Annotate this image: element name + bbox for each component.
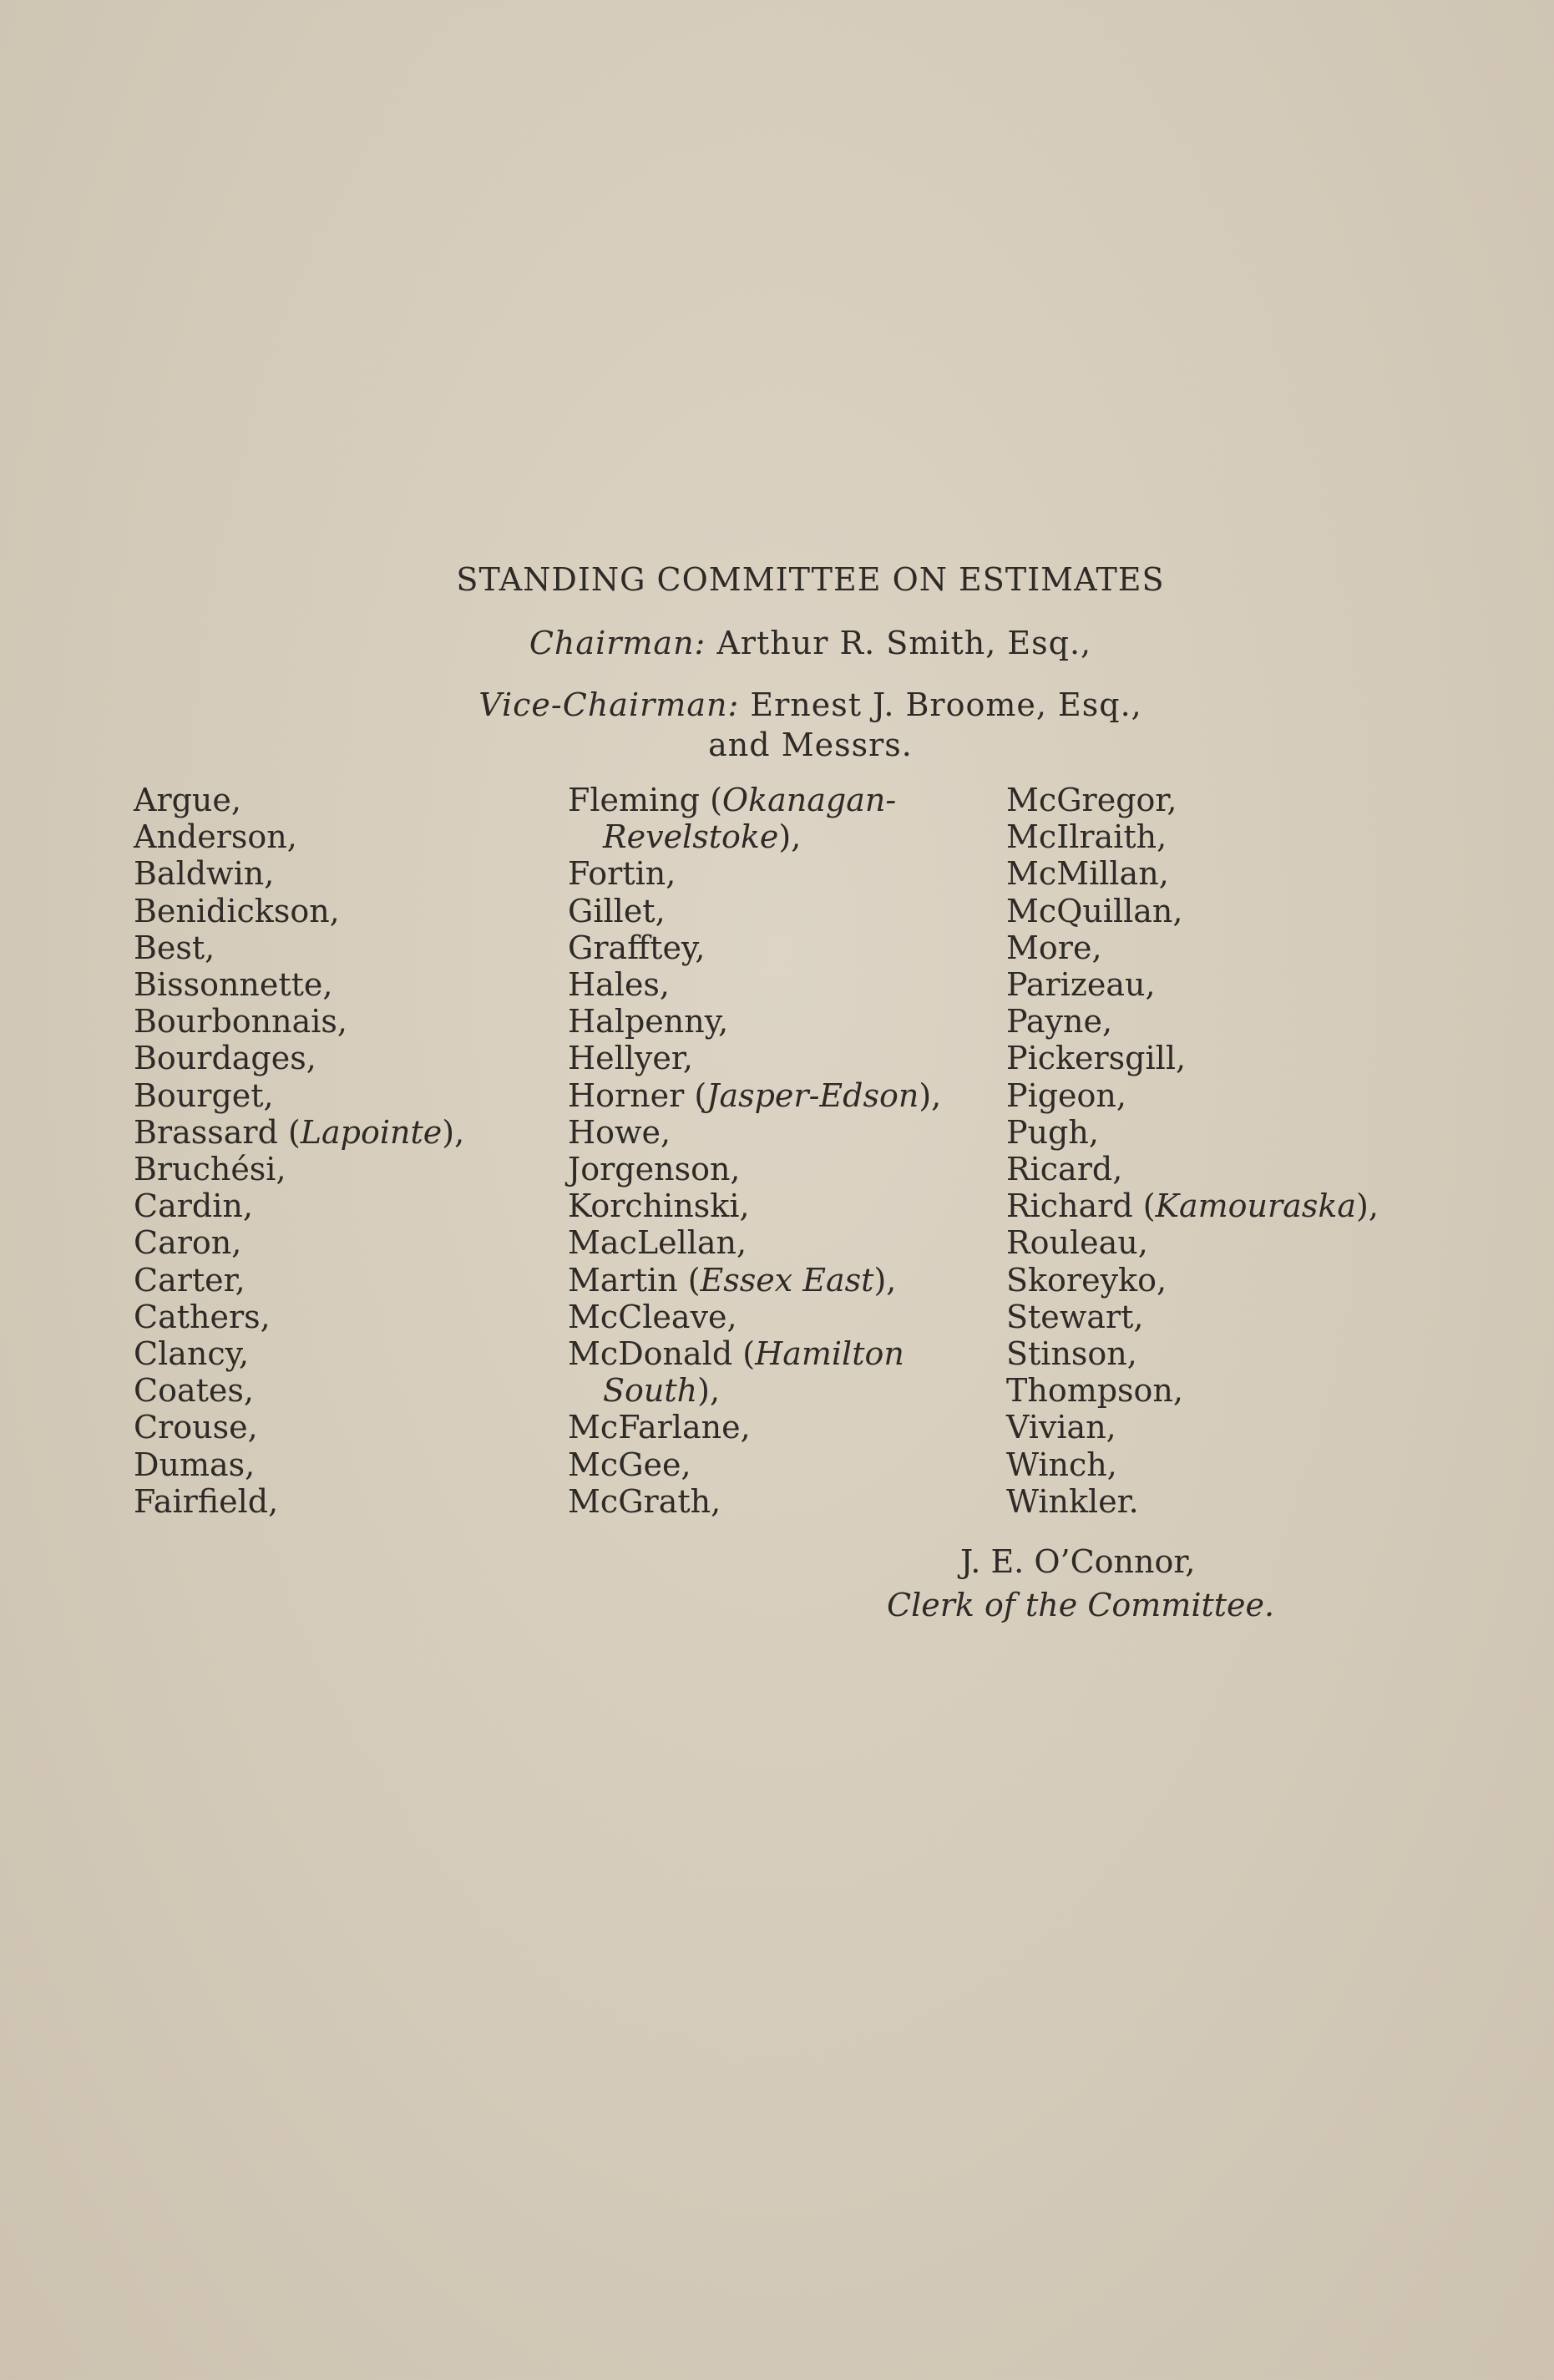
member-name: Richard ( xyxy=(1006,1187,1156,1225)
member-entry xyxy=(568,1483,941,1520)
member-entry xyxy=(1006,1446,1379,1483)
member-name: Bourbonnais, xyxy=(134,1003,347,1041)
member-riding: South xyxy=(603,1372,698,1410)
member-entry xyxy=(134,855,464,892)
member-column-2 xyxy=(568,782,941,1520)
member-name: Jorgenson, xyxy=(568,1151,741,1188)
member-name: Bourget, xyxy=(134,1076,274,1114)
member-entry xyxy=(134,1114,464,1151)
member-name: More, xyxy=(1006,929,1102,966)
member-entry xyxy=(134,1483,464,1520)
committee-title: STANDING COMMITTEE ON ESTIMATES xyxy=(456,561,1165,598)
vice-chairman-name: Ernest J. Broome, Esq., xyxy=(750,686,1142,723)
member-entry xyxy=(134,1151,464,1187)
member-entry xyxy=(1006,966,1379,1003)
member-name: Halpenny, xyxy=(568,1003,729,1041)
member-name: Howe, xyxy=(568,1113,671,1151)
member-entry xyxy=(568,893,941,929)
member-entry xyxy=(568,966,941,1003)
member-riding: Hamilton xyxy=(755,1335,904,1373)
member-name: Carter, xyxy=(134,1261,246,1299)
member-name: Martin ( xyxy=(568,1261,701,1299)
member-name: Vivian, xyxy=(1006,1409,1116,1446)
member-name: Thompson, xyxy=(1006,1372,1183,1410)
member-entry xyxy=(134,966,464,1003)
member-name: McGregor, xyxy=(1006,782,1177,818)
member-name: Crouse, xyxy=(134,1409,258,1446)
member-name: Anderson, xyxy=(134,818,297,856)
member-entry xyxy=(134,1077,464,1114)
member-entry xyxy=(1006,1372,1379,1409)
member-entry xyxy=(568,1372,941,1409)
member-entry xyxy=(568,1299,941,1335)
clerk-name: J. E. O’Connor, xyxy=(960,1543,1196,1580)
member-name: Cardin, xyxy=(134,1187,253,1225)
clerk-title: Clerk of the Committee. xyxy=(887,1587,1275,1623)
member-suffix: ), xyxy=(873,1261,897,1299)
member-entry xyxy=(1006,1040,1379,1076)
member-name: Brassard ( xyxy=(134,1113,301,1151)
member-name: Stinson, xyxy=(1006,1335,1137,1373)
vice-chairman-line xyxy=(33,686,1554,723)
member-entry xyxy=(134,1003,464,1040)
member-entry xyxy=(568,1335,941,1372)
member-suffix: ), xyxy=(697,1372,721,1410)
member-name: Rouleau, xyxy=(1006,1224,1148,1262)
member-entry xyxy=(1006,1151,1379,1187)
member-entry xyxy=(1006,1299,1379,1335)
member-name: Hales, xyxy=(568,966,671,1004)
member-entry xyxy=(568,1151,941,1187)
member-entry xyxy=(134,1446,464,1483)
member-entry xyxy=(1006,855,1379,892)
member-name: Parizeau, xyxy=(1006,966,1156,1004)
member-name: Ricard, xyxy=(1006,1151,1123,1188)
member-name: Fairfield, xyxy=(134,1482,279,1520)
member-entry xyxy=(134,1262,464,1299)
member-name: Best, xyxy=(134,929,215,966)
member-entry xyxy=(568,1114,941,1151)
member-entry xyxy=(568,1187,941,1224)
member-entry xyxy=(1006,1187,1379,1224)
member-name: Caron, xyxy=(134,1224,242,1262)
member-entry xyxy=(134,929,464,966)
member-entry xyxy=(134,818,464,855)
member-name: McDonald ( xyxy=(568,1335,756,1373)
member-name: Payne, xyxy=(1006,1003,1113,1041)
member-entry xyxy=(568,1040,941,1076)
member-suffix: ), xyxy=(919,1076,942,1114)
member-riding: Okanagan- xyxy=(721,782,897,818)
member-name: McMillan, xyxy=(1006,855,1169,893)
member-entry xyxy=(568,818,941,855)
member-entry xyxy=(134,1409,464,1446)
member-entry xyxy=(1006,782,1379,818)
member-column-3 xyxy=(1006,782,1379,1520)
member-entry xyxy=(134,782,464,818)
member-suffix: ), xyxy=(442,1113,465,1151)
member-entry xyxy=(134,893,464,929)
member-name: Winch, xyxy=(1006,1446,1117,1483)
member-entry xyxy=(1006,1409,1379,1446)
member-riding: Jasper-Edson xyxy=(706,1076,919,1114)
member-name: Coates, xyxy=(134,1372,254,1410)
member-entry xyxy=(568,1446,941,1483)
member-name: Benidickson, xyxy=(134,892,340,929)
member-entry xyxy=(1006,1262,1379,1299)
member-name: Fortin, xyxy=(568,855,676,893)
member-entry xyxy=(1006,1335,1379,1372)
member-name: Bissonnette, xyxy=(134,966,333,1004)
chairman-name: Arthur R. Smith, Esq., xyxy=(716,625,1092,661)
member-name: McGee, xyxy=(568,1446,691,1483)
member-name: Pugh, xyxy=(1006,1113,1099,1151)
member-entry xyxy=(568,1003,941,1040)
member-name: Pigeon, xyxy=(1006,1076,1126,1114)
member-entry xyxy=(568,1409,941,1446)
member-entry xyxy=(1006,1114,1379,1151)
member-name: Pickersgill, xyxy=(1006,1040,1187,1077)
member-name: McFarlane, xyxy=(568,1409,751,1446)
member-name: McQuillan, xyxy=(1006,892,1183,929)
member-name: McGrath, xyxy=(568,1482,721,1520)
member-name: Hellyer, xyxy=(568,1040,693,1077)
member-suffix: ), xyxy=(1356,1187,1379,1225)
member-name: Horner ( xyxy=(568,1076,707,1114)
member-riding: Revelstoke xyxy=(603,818,779,856)
member-riding: Lapointe xyxy=(300,1113,443,1151)
member-name: MacLellan, xyxy=(568,1224,747,1262)
member-name: Winkler. xyxy=(1006,1482,1139,1520)
member-name: Baldwin, xyxy=(134,855,275,893)
member-name: McCleave, xyxy=(568,1298,737,1335)
member-name: Argue, xyxy=(134,782,241,818)
member-entry xyxy=(1006,1483,1379,1520)
member-entry xyxy=(1006,929,1379,966)
member-entry xyxy=(134,1224,464,1261)
member-entry xyxy=(1006,1003,1379,1040)
member-name: Bourdages, xyxy=(134,1040,316,1077)
member-column-1 xyxy=(134,782,464,1520)
member-name: Grafftey, xyxy=(568,929,706,966)
member-name: Cathers, xyxy=(134,1298,271,1335)
and-messrs: and Messrs. xyxy=(708,727,913,763)
member-name: McIlraith, xyxy=(1006,818,1167,856)
member-name: Clancy, xyxy=(134,1335,250,1373)
member-name: Korchinski, xyxy=(568,1187,750,1225)
member-entry xyxy=(568,1224,941,1261)
member-entry xyxy=(568,782,941,818)
member-name: Gillet, xyxy=(568,892,666,929)
member-entry xyxy=(1006,1077,1379,1114)
vice-chairman-label: Vice-Chairman: xyxy=(478,686,740,723)
member-entry xyxy=(134,1040,464,1076)
member-entry xyxy=(1006,818,1379,855)
member-entry xyxy=(1006,893,1379,929)
member-suffix: ), xyxy=(778,818,802,856)
member-entry xyxy=(568,1262,941,1299)
member-riding: Kamouraska xyxy=(1155,1187,1357,1225)
member-name: Fleming ( xyxy=(568,782,722,818)
member-name: Bruchési, xyxy=(134,1151,286,1188)
member-riding: Essex East xyxy=(700,1261,874,1299)
member-entry xyxy=(568,1077,941,1114)
member-entry xyxy=(134,1335,464,1372)
chairman-label: Chairman: xyxy=(529,625,706,661)
member-entry xyxy=(568,855,941,892)
member-entry xyxy=(134,1299,464,1335)
member-name: Stewart, xyxy=(1006,1298,1144,1335)
chairman-line xyxy=(33,625,1554,661)
member-entry xyxy=(134,1187,464,1224)
member-entry xyxy=(1006,1224,1379,1261)
member-name: Skoreyko, xyxy=(1006,1261,1167,1299)
member-entry xyxy=(568,929,941,966)
member-entry xyxy=(134,1372,464,1409)
member-name: Dumas, xyxy=(134,1446,256,1483)
